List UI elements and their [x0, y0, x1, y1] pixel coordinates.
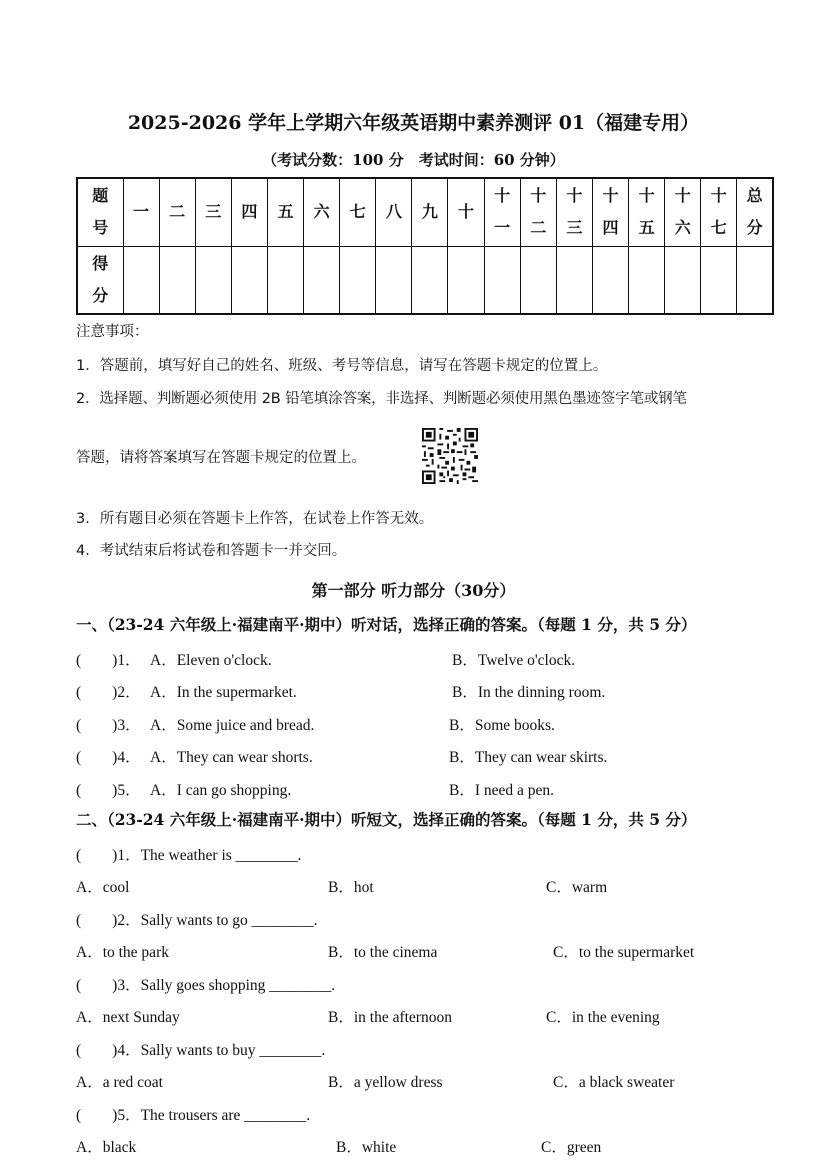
score-cell[interactable] [701, 246, 737, 314]
score-cell[interactable] [376, 246, 412, 314]
score-cell[interactable] [629, 246, 665, 314]
s1-q5-option-b[interactable]: B．I need a pen. [449, 782, 555, 799]
s2-q3-option-b[interactable]: B．in the afternoon [328, 1009, 452, 1026]
section2-heading: 二、（23-24 六年级上·福建南平·期中）听短文，选择正确的答案。（每题 1 分，共 5 分） [76, 810, 697, 829]
col-1: 一 [123, 178, 159, 246]
col-total: 总 分 [737, 178, 773, 246]
s1-q5-option-a[interactable]: A．I can go shopping. [150, 782, 292, 799]
score-cell[interactable] [340, 246, 376, 314]
col-15: 十 五 [629, 178, 665, 246]
col-8: 八 [376, 178, 412, 246]
score-cell[interactable] [665, 246, 701, 314]
score-cell[interactable] [412, 246, 448, 314]
s1-q2-option-a[interactable]: A．In the supermarket. [150, 684, 297, 701]
score-cell-total[interactable] [737, 246, 773, 314]
col-3: 三 [195, 178, 231, 246]
exam-title: 2025-2026 学年上学期六年级英语期中素养测评 01（福建专用） [127, 112, 700, 134]
col-6: 六 [304, 178, 340, 246]
score-cell[interactable] [304, 246, 340, 314]
s1-q1-option-b[interactable]: B．Twelve o'clock. [452, 652, 576, 669]
col-7: 七 [340, 178, 376, 246]
s1-q3-number: ( )3． [76, 717, 141, 734]
note-item-3: 3．所有题目必须在答题卡上作答，在试卷上作答无效。 [76, 511, 434, 527]
s2-q1-option-c[interactable]: C．warm [546, 879, 608, 896]
score-cell[interactable] [484, 246, 520, 314]
col-2: 二 [159, 178, 195, 246]
score-table [76, 177, 774, 315]
s2-q5-option-b[interactable]: B．white [336, 1139, 397, 1156]
col-10: 十 [448, 178, 484, 246]
col-11: 十 一 [484, 178, 520, 246]
s1-q1-option-a[interactable]: A．Eleven o'clock. [150, 652, 272, 669]
s2-q3-option-c[interactable]: C．in the evening [546, 1009, 660, 1026]
note-item-2-cont: 答题，请将答案填写在答题卡规定的位置上。 [76, 450, 366, 466]
s2-q1-option-a[interactable]: A．cool [76, 879, 130, 896]
score-cell[interactable] [556, 246, 592, 314]
section1-heading: 一、（23-24 六年级上·福建南平·期中）听对话，选择正确的答案。（每题 1 分，共 5 分） [76, 615, 697, 634]
score-table-header-row [77, 178, 773, 246]
score-cell[interactable] [592, 246, 628, 314]
s1-q1-number: ( )1． [76, 652, 141, 669]
score-cell[interactable] [448, 246, 484, 314]
note-item-4: 4．考试结束后将试卷和答题卡一并交回。 [76, 543, 347, 559]
s2-q2-option-a[interactable]: A．to the park [76, 944, 169, 961]
s2-q1-option-b[interactable]: B．hot [328, 879, 374, 896]
col-5: 五 [267, 178, 303, 246]
col-17: 十 七 [701, 178, 737, 246]
s2-q4-option-c[interactable]: C．a black sweater [553, 1074, 675, 1091]
score-cell[interactable] [159, 246, 195, 314]
col-9: 九 [412, 178, 448, 246]
s2-q3-option-a[interactable]: A．next Sunday [76, 1009, 180, 1026]
score-cell[interactable] [123, 246, 159, 314]
score-cell[interactable] [231, 246, 267, 314]
s2-q1-stem: ( )1．The weather is ________. [76, 847, 302, 864]
score-cell[interactable] [195, 246, 231, 314]
s1-q3-option-a[interactable]: A．Some juice and bread. [150, 717, 315, 734]
s1-q2-number: ( )2． [76, 684, 141, 701]
s2-q2-option-c[interactable]: C．to the supermarket [553, 944, 695, 961]
score-cell[interactable] [267, 246, 303, 314]
s1-q4-number: ( )4． [76, 749, 141, 766]
s2-q4-option-b[interactable]: B．a yellow dress [328, 1074, 443, 1091]
s2-q4-stem: ( )4．Sally wants to buy ________. [76, 1042, 326, 1059]
qr-code-image [422, 428, 478, 484]
col-14: 十 四 [592, 178, 628, 246]
note-item-2: 2．选择题、判断题必须使用 2B 铅笔填涂答案，非选择、判断题必须使用黑色墨迹签字笔或钢笔 [76, 391, 687, 407]
col-16: 十 六 [665, 178, 701, 246]
score-label: 得 分 [77, 246, 123, 314]
exam-subtitle: （考试分数：100 分 考试时间：60 分钟） [262, 151, 565, 169]
part1-heading: 第一部分 听力部分（30分） [311, 581, 516, 600]
col-4: 四 [231, 178, 267, 246]
s1-q4-option-b[interactable]: B．They can wear skirts. [449, 749, 608, 766]
s1-q2-option-b[interactable]: B．In the dinning room. [452, 684, 606, 701]
s2-q2-option-b[interactable]: B．to the cinema [328, 944, 438, 961]
col-12: 十 二 [520, 178, 556, 246]
note-item-1: 1．答题前，填写好自己的姓名、班级、考号等信息，请写在答题卡规定的位置上。 [76, 358, 608, 374]
s1-q4-option-a[interactable]: A．They can wear shorts. [150, 749, 313, 766]
s2-q5-option-c[interactable]: C．green [541, 1139, 602, 1156]
s1-q5-number: ( )5． [76, 782, 141, 799]
s2-q4-option-a[interactable]: A．a red coat [76, 1074, 163, 1091]
col-13: 十 三 [556, 178, 592, 246]
s2-q5-stem: ( )5．The trousers are ________. [76, 1107, 311, 1124]
s2-q5-option-a[interactable]: A．black [76, 1139, 137, 1156]
score-table-score-row [77, 246, 773, 314]
s2-q3-stem: ( )3．Sally goes shopping ________. [76, 977, 336, 994]
notes-heading: 注意事项： [76, 324, 149, 340]
s2-q2-stem: ( )2．Sally wants to go ________. [76, 912, 318, 929]
question-number-label: 题 号 [77, 178, 123, 246]
s1-q3-option-b[interactable]: B．Some books. [449, 717, 555, 734]
score-cell[interactable] [520, 246, 556, 314]
